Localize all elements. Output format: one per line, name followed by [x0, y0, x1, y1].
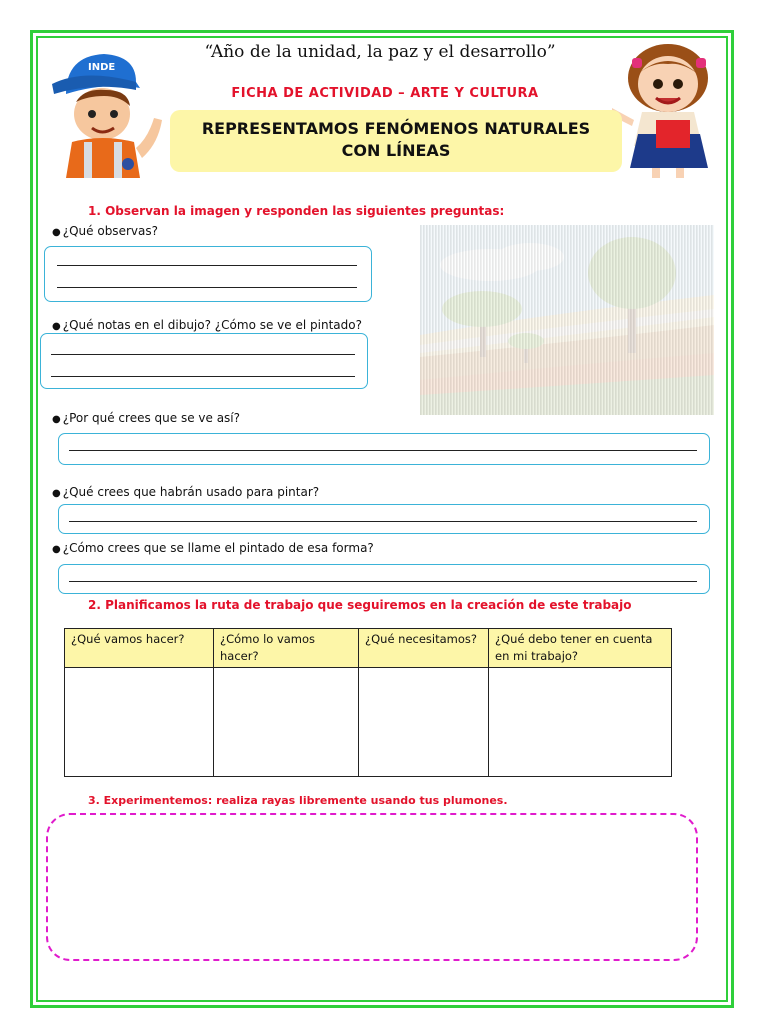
page-title [170, 110, 622, 172]
answer-box-5[interactable] [58, 564, 710, 594]
question-1-text: ¿Qué observas? [62, 224, 158, 238]
table-header-cell: ¿Qué debo tener en cuenta en mi trabajo? [489, 629, 672, 668]
question-5-text: ¿Cómo crees que se llame el pintado de esa forma? [62, 541, 374, 555]
bullet-icon: ● [52, 321, 61, 332]
section-1-heading: 1. Observan la imagen y responden las siguientes preguntas: [88, 204, 505, 218]
answer-box-2[interactable] [40, 333, 368, 389]
question-5 [52, 541, 374, 555]
question-4-text: ¿Qué crees que habrán usado para pintar? [62, 485, 320, 499]
table-row [65, 668, 672, 777]
question-3-text: ¿Por qué crees que se ve así? [62, 411, 240, 425]
question-1 [52, 224, 158, 238]
table-cell[interactable] [359, 668, 489, 777]
cap-logo-text: INDE [88, 62, 116, 73]
table-header-cell: ¿Qué vamos hacer? [65, 629, 214, 668]
activity-sheet-label: FICHA DE ACTIVIDAD – ARTE Y CULTURA [231, 86, 539, 101]
table-cell[interactable] [65, 668, 214, 777]
worker-boy-illustration [44, 38, 172, 178]
question-3 [52, 411, 240, 425]
bullet-icon: ● [52, 544, 61, 555]
table-cell[interactable] [489, 668, 672, 777]
answer-line [51, 354, 355, 355]
question-2 [52, 318, 362, 332]
answer-line [51, 376, 355, 377]
table-header-row [65, 629, 672, 668]
girl-illustration [612, 38, 726, 178]
section-3-heading: 3. Experimentemos: realiza rayas libremente usando tus plumones. [88, 794, 508, 807]
answer-line [57, 287, 357, 288]
work-plan-table [64, 628, 672, 777]
answer-line [69, 450, 697, 451]
section-2-heading: 2. Planificamos la ruta de trabajo que seguiremos en la creación de este trabajo [88, 598, 632, 612]
bullet-icon: ● [52, 227, 61, 238]
table-header-cell: ¿Qué necesitamos? [359, 629, 489, 668]
page-title-line2: CON LÍNEAS [341, 141, 451, 160]
question-2-text: ¿Qué notas en el dibujo? ¿Cómo se ve el pintado? [62, 318, 362, 332]
table-cell[interactable] [214, 668, 359, 777]
answer-line [69, 581, 697, 582]
page-title-line1: REPRESENTAMOS FENÓMENOS NATURALES [201, 119, 591, 138]
answer-line [57, 265, 357, 266]
landscape-lines-painting [420, 225, 714, 415]
bullet-icon: ● [52, 488, 61, 499]
table-header-cell: ¿Cómo lo vamos hacer? [214, 629, 359, 668]
answer-line [69, 521, 697, 522]
answer-box-4[interactable] [58, 504, 710, 534]
answer-box-3[interactable] [58, 433, 710, 465]
year-motto: “Año de la unidad, la paz y el desarrollo” [204, 42, 556, 62]
bullet-icon: ● [52, 414, 61, 425]
answer-box-1[interactable] [44, 246, 372, 302]
question-4 [52, 485, 319, 499]
drawing-area[interactable] [46, 813, 698, 961]
